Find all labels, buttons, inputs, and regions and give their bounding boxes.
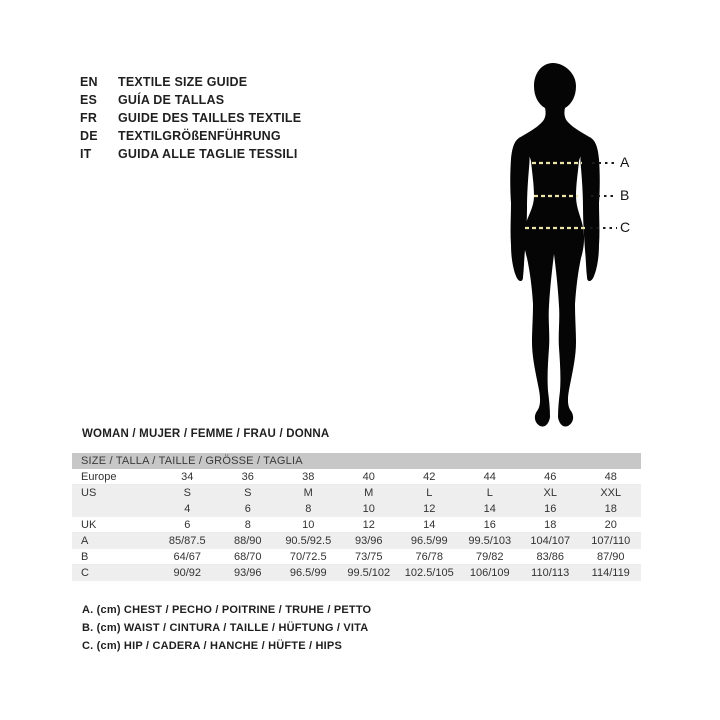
size-value-cell: 102.5/105: [404, 566, 454, 579]
size-value-cell: 79/82: [475, 550, 504, 563]
size-value-cell: 10: [302, 518, 315, 531]
size-value-cell: 96.5/99: [410, 534, 448, 547]
size-value-cell: 10: [362, 502, 375, 515]
size-value-cell: 34: [181, 470, 194, 483]
size-value-cell: M: [364, 486, 374, 499]
size-table-body: [72, 469, 641, 581]
table-row: [72, 501, 641, 517]
row-label: Europe: [81, 470, 117, 483]
size-value-cell: 93/96: [354, 534, 383, 547]
size-value-cell: 14: [483, 502, 496, 515]
size-value-cell: 64/67: [173, 550, 202, 563]
language-row: [80, 109, 301, 127]
size-value-cell: 36: [241, 470, 254, 483]
size-value-cell: M: [303, 486, 313, 499]
language-row: [80, 91, 301, 109]
table-row: [72, 485, 641, 501]
language-code: EN: [80, 75, 98, 89]
language-list: [80, 73, 301, 163]
gender-heading: WOMAN / MUJER / FEMME / FRAU / DONNA: [82, 428, 330, 440]
size-value-cell: L: [426, 486, 433, 499]
size-value-cell: 76/78: [415, 550, 444, 563]
language-code: FR: [80, 111, 98, 125]
size-value-cell: 16: [544, 502, 557, 515]
size-value-cell: 12: [423, 502, 436, 515]
measurement-notes: [82, 601, 371, 655]
size-value-cell: 114/119: [591, 566, 630, 579]
size-value-cell: L: [486, 486, 493, 499]
measure-label-a: A: [620, 154, 630, 170]
size-value-cell: 18: [544, 518, 557, 531]
language-label: GUIDA ALLE TAGLIE TESSILI: [118, 147, 298, 161]
size-value-cell: 99.5/102: [347, 566, 391, 579]
left-arm-path: [510, 137, 529, 281]
woman-silhouette: [470, 50, 670, 440]
language-label: TEXTILGRÖßENFÜHRUNG: [118, 129, 281, 143]
size-value-cell: 107/110: [591, 534, 631, 547]
table-row: [72, 469, 641, 485]
measure-label-b: B: [620, 187, 630, 203]
language-row: [80, 127, 301, 145]
size-value-cell: 14: [423, 518, 436, 531]
size-value-cell: 20: [604, 518, 617, 531]
size-value-cell: 46: [544, 470, 557, 483]
body-silhouette-path: [519, 63, 591, 427]
note-line: A. (cm) CHEST / PECHO / POITRINE / TRUHE / PETTO: [82, 604, 372, 616]
size-value-cell: S: [244, 486, 252, 499]
language-label: TEXTILE SIZE GUIDE: [118, 75, 248, 89]
language-code: ES: [80, 93, 98, 107]
row-label: US: [81, 486, 97, 499]
size-value-cell: 70/72.5: [289, 550, 327, 563]
size-value-cell: 38: [302, 470, 315, 483]
note-line: B. (cm) WAIST / CINTURA / TAILLE / HÜFTUNG / VITA: [82, 622, 369, 634]
size-value-cell: 8: [244, 518, 251, 531]
size-value-cell: 93/96: [233, 566, 262, 579]
right-arm-path: [580, 137, 599, 281]
size-value-cell: 83/86: [536, 550, 565, 563]
note-line: C. (cm) HIP / CADERA / HANCHE / HÜFTE / HIPS: [82, 640, 342, 652]
row-label: A: [81, 534, 89, 547]
size-value-cell: 99.5/103: [468, 534, 512, 547]
size-value-cell: 12: [362, 518, 375, 531]
size-value-cell: XL: [543, 486, 557, 499]
size-value-cell: 18: [604, 502, 617, 515]
size-value-cell: 6: [184, 518, 191, 531]
size-value-cell: 48: [604, 470, 617, 483]
size-value-cell: 90.5/92.5: [285, 534, 332, 547]
size-value-cell: 85/87.5: [168, 534, 206, 547]
size-value-cell: 8: [305, 502, 312, 515]
size-value-cell: S: [183, 486, 191, 499]
size-value-cell: 90/92: [173, 566, 202, 579]
language-row: [80, 73, 301, 91]
woman-silhouette-svg: [470, 50, 670, 440]
size-value-cell: 4: [184, 502, 191, 515]
language-label: GUÍA DE TALLAS: [118, 93, 225, 107]
table-row: [72, 517, 641, 533]
size-value-cell: 40: [362, 470, 375, 483]
size-value-cell: 73/75: [354, 550, 383, 563]
size-value-cell: 87/90: [596, 550, 625, 563]
size-value-cell: 88/90: [233, 534, 262, 547]
size-value-cell: 68/70: [233, 550, 262, 563]
table-row: [72, 533, 641, 549]
table-row: [72, 549, 641, 565]
size-table: [72, 453, 641, 581]
measure-label-c: C: [620, 219, 631, 235]
language-code: IT: [80, 147, 92, 161]
size-value-cell: 110/113: [531, 566, 570, 579]
size-value-cell: 44: [483, 470, 496, 483]
language-label: GUIDE DES TAILLES TEXTILE: [118, 111, 302, 125]
language-code: DE: [80, 129, 98, 143]
size-value-cell: 42: [423, 470, 436, 483]
size-value-cell: 16: [483, 518, 496, 531]
row-label: B: [81, 550, 89, 563]
row-label: UK: [81, 518, 97, 531]
size-value-cell: 106/109: [469, 566, 510, 579]
language-row: [80, 145, 301, 163]
size-value-cell: 6: [244, 502, 251, 515]
size-value-cell: 104/107: [530, 534, 571, 547]
size-value-cell: XXL: [600, 486, 622, 499]
size-value-cell: 96.5/99: [289, 566, 327, 579]
size-table-header: SIZE / TALLA / TAILLE / GRÖSSE / TAGLIA: [72, 453, 641, 469]
table-row: [72, 565, 641, 581]
row-label: C: [81, 566, 89, 579]
